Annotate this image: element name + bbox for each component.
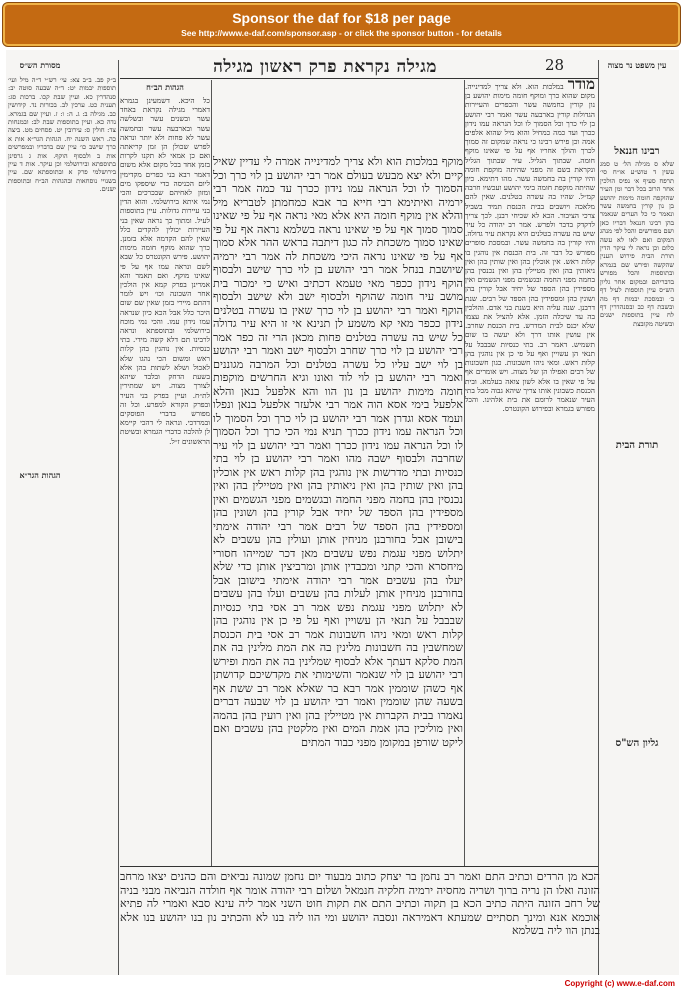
tosafot-column (120, 96, 210, 881)
right-margin-title: עין משפט נר מצוה (607, 60, 667, 70)
divider-tosafot (211, 80, 212, 866)
tosafot-title: הגהות הב״ח (146, 82, 184, 92)
right-margin-text: שלא ס מגילה הל׳ ט סמג עשין ד טוש״ע או״ח סי׳ תרפח סעיף א׳ נפיס הולכין אחר הרוב בכל דבר ומן העיר שהוקפה חומה מימות יהושע בן נון קורין בחמשה עשר ונאמר כי כל הערים שנאמר בהן רבינו חננאל דבריו כאן ושם מפורשים והכל לפי מנהג המקום ואם לאו לא עשה כלום וכן נראה לי עיקר הדין תורת הבית פירוש הענין שהקשה ופירש שם בגמרא ובתוספות והכל מפורש בדבריהם ובמקום אחר גליון הש״ס עיין תוספות לעיל דף ב׳ ובמסכת יבמות דף מה ובשבת דף כב ובסנהדרין דף לח עיין בתוספות ישנים ובשיטה מקובצת (600, 160, 674, 328)
rashi-opening-word: מודר (567, 80, 595, 93)
gilyon-hashas-title: גליון הש"ס (615, 738, 659, 749)
rashi-column (465, 80, 595, 865)
left-margin-text: ב״ק פב. ב״ב צא: עי׳ רש״י ד״ה מיל ועי׳ תוספות יבמות יט: ד״ה שבעה סוטה יב: סנהדרין כא. ועיין שבת קכו. ברכות סג: תענית כט. ערכין לב. בכורות נד. קידושין כב. מגילה ב: ג. ה: ו: ז. ועיין שם בגמרא. נדה כא. ועיין בתוספות שבת לב: ובמנחות צד: חולין ס: עירובין יט. פסחים מט. ביצה כה. ראש השנה יח. הגהות הגר״א אות א כרך שישב כו׳ עיין שם בדבריו ובמפרשים אות ב ולבסוף הוקף. אות ג גרסינן בתוספתא ובירושלמי וכן עיקר. אות ד עיין בירושלמי פרק א ובתוספתא שם. עיין בשנויי נוסחאות ובהגהות הב״ח ובתוספות ישנים. (8, 76, 116, 194)
gemara-bottom-block (120, 870, 600, 970)
page-number: 28 (545, 56, 565, 74)
page-header: מגילה נקראת פרק ראשון מגילה (213, 57, 437, 77)
sponsor-title[interactable]: Sponsor the daf for $18 per page (232, 10, 451, 26)
sponsor-subtitle: See http://www.e-daf.com/sponsor.asp - or click the sponsor button - for details (181, 28, 502, 38)
hagahot-hagra-title: הגהות הגר״א (19, 470, 61, 480)
rabbeinu-chananel-title: רבינו חננאל (614, 146, 660, 157)
gemara-main-column (213, 155, 463, 860)
rashi-text: במלכות הוא. ולא צריך למדינייה. מקום שהוא כרך ומוקף חומה מימות יהושע בן נון קורין בחמשה עשר והכפרים והעיירות הגדולות קורין בארבעה עשר ואמר רבי יהושע בן לוי כרך וכל הסמוך לו וכל הנראה עמו נידון ככרך ועד כמה כמחיל והוא מיל שהוא אלפים אמה וכן פירש רבינו כי נראה שמקום זה סמוך לכרך והולך אחריו אף על פי שאינו מוקף חומה. שבתוך הגליל. עיר שבתוך הגליל ונקראת בשם זה מפני שהיתה מוקפת חומה והיו קורין בה בחמשה עשר. מהו דתימא. כיון שהיתה מוקפת חומה בימי יהושע ועכשיו חרבה קמ״ל. שהיו בה עשרה בטלנים. שאין להם מלאכה ויושבים בבית הכנסת תמיד בשביל צרכי הציבור. הכא לא שכיחי רבנן. לכך צריך לדקדק בדבר ולפרש. אמר רב יהודה כל עיר שיש בה עשרה בטלנים היא נקראת עיר גדולה. והיו קורין בה בחמשה עשר. ובמסכת סופרים מפורש כל דבר זה. בית הכנסת אין נוהגין בו קלות ראש. אין אוכלין בהן ואין שותין בהן ואין ניאותין בהן ואין מטיילין בהן ואין נכנסין בהן בחמה מפני החמה ובגשמים מפני הגשמים ואין מספידין בהן הספד של יחיד אבל קורין בהן ושונין בהן ומספידין בהן הספד של רבים. שנת דרבנן. שנה עליה היא כשנת בני אדם. והולכין בה עד שיכלה הזמן. אלא להציל את עצמו שלא יכנס לבית המדרש. בית הכנסת שחרב. אין עושין אותו דרך ולא יעשה בו שום תשמיש. דאמר רב. בתי כנסיות שבבבל על תנאי הן עשויין ואף על פי כן אין נוהגין בהן קלות ראש. ומאי ניהו חשבונות. כגון חשבונות של רבים ואפילו הן של מצוה. ויש אומרים אף על פי שאין בו אלא לשון צואה בעלמא. ובית הכנסת כשבונין אותו צריך שיהא גבוה מכל בתי העיר שנאמר לרומם את בית אלהינו. והכל מפורש בגמרא ובפירוש הקונטרס. (465, 82, 595, 414)
torat-habayit-title: תורת הבית (615, 440, 659, 451)
sponsor-banner[interactable] (3, 3, 680, 46)
divider-left-margin (118, 60, 119, 975)
right-margin-column (600, 160, 674, 960)
gemara-text: מוקף במלכות הוא ולא צריך למדינייה אמרה לי עדיין שאיל קיים ולא יצא מבעש בעולם אמר רבי יהושע בן לוי כרך וכל הסמוך לו וכל הנראה עמו נידון ככרך עד כמה אמר רבי ירמיה ואיתימא רבי חייא בר אבא כמחמתן לטבריא מיל והלא אין מוקף חומה היא אלא מאי נראה אף על פי שאינו סמוך סמוך אף על פי שאינו נראה בשלמא נראה אף על פי שאינו סמוך משכחת לה כגון דיתבה בראש ההר אלא סמוך אף על פי שאינו נראה היכי משכחת לה אמר רבי ירמיה שיושבת בנחל אמר רבי יהושע בן לוי כרך שישב ולבסוף הוקף נידון ככפר מאי טעמא דכתיב ואיש כי ימכור בית מושב עיר חומה שהוקף ולבסוף ישב ולא שישב ולבסוף הוקף ואמר רבי יהושע בן לוי כרך שאין בו עשרה בטלנים נידון ככפר מאי קא משמע לן תנינא אי זו היא עיר גדולה כל שיש בה עשרה בטלנים פחות מכאן הרי זה כפר אמר רבי יהושע בן לוי כרך שחרב ולבסוף ישב ואמר רבי יהושע בן לוי ישב עליו כל עשרה בטלנים וכל המרבה מגוננים ואמר רבי יהושע בן לוי לוד ואונו וגיא החרשים מוקפות חומה מימות יהושע בן נון הוו והא אלפעל בנאן והלא אלפעל בימי אסא הוה אמר רבי אלעזר אלפעל בנאן ונפלו ועמד אסא וגדרן אמר רבי יהושע בן לוי כרך וכל הסמוך לו וכל הנראה עמו נידון ככרך תניא נמי הכי כרך וכל הסמוך לו וכל הנראה עמו נידון ככרך ואמר רבי יהושע בן לוי עיר שחרבה ולבסוף ישבה מהו ואמר רבי יהושע בן לוי בתי כנסיות ובתי מדרשות אין נוהגין בהן קלות ראש אין אוכלין בהן ואין שותין בהן ואין ניאותין בהן ואין מטיילין בהן ואין נכנסין בהן בחמה מפני החמה ובגשמים מפני הגשמים ואין מספידין בהן הספד של יחיד אבל קורין בהן ושונין בהן ומספידין בהן הספד של רבים אמר רבי יהודה אימתי בישובן אבל בחורבנן מניחין אותן ועולין בהן עשבים לא יתלוש מפני עגמת נפש עשבים מאן דכר שמייהו חסורי מיחסרא והכי קתני ומכבדין אותן ומרביצין אותן כדי שלא יעלו בהן עשבים אמר רבי יהודה אימתי בישובן אבל בחורבנן מניחין אותן לעלות בהן עשבים ועלו בהן עשבים לא יתלוש מפני עגמת נפש אמר רב אסי בתי כנסיות שבבבל על תנאי הן עשויין ואף על פי כן אין נוהגין בהן קלות ראש ומאי ניהו חשבונות אמר רב אסי בית הכנסת שמחשבין בה חשבונות מלינין בה את המת מלינין בה את המת סלקא דעתך אלא לבסוף שמלינין בה את המת ופירש רבי יהושע בן לוי שנאמר והשימותי את מקדשיכם קדושתן אף כשהן שוממין אמר רבא בר שאלא אמר רב ששת אף בשעה שהן שוממין ואמר רבי יהושע בן לוי שבעה דברים נאמרו בבית הקברות אין מטיילין בהן ואין רועין בהן בהמה ואין מוליכין בהן אמת המים ואין מלקטין בהן עשבים ואם ליקט שורפן במקומן מפני כבוד המתים (213, 155, 463, 749)
left-margin-title: מסורת הש״ס (19, 60, 61, 70)
header-rule (120, 78, 598, 79)
gemara-bottom-text: הכא מן הרדים וכתיב התם ואמר רב נחמן בר יצחק כתוב מבעוד יום נחמן שמונה נביאים והם כהנים יצאו מרחב הזונה ואלו הן נריה ברוך ושריה מחסיה ירמיה חלקיה חנמאל ושלום רבי יהודה אומר אף חולדה הנביאה מבני בניה של רחב הזונה היתה כתיב הכא בן תקוה וכתיב התם את תקות חוט השני אמר ליה עינא סבא ואמרי לה פתיא אוכמא אנא ומינך תסתיים שמעתא דאמיראה ונסבה יהושע ומי הוו ליה בנו לא והכתיב נון בנו יהושע בנו אלא בנתן הוו ליה בשלמא (120, 870, 600, 938)
divider-right-margin (598, 60, 599, 975)
tosafot-text: כל היכא. דשמעינן בגמרא דאמרי מגילה נקראת באחד עשר ובשנים עשר ובשלשה עשר ובארבעה עשר ובחמשה עשר לא פחות ולא יותר ונראה לפרש שכולן הן זמן קריאתה ואם כן אמאי לא תקנו לקרות בזמן אחד בכל מקום אלא משום דאמר רבא בני כפרים מקדימין ליום הכניסה כדי שיספקו מים ומזון לאחיהם שבכרכים והכי נמי איתא בירושלמי. והוא הדין בני עיירות גדולות. עיין בתוספות לעיל. ומתוך כך נראה שאין בני העיירות יכולין להקדים כלל שאין להם הקדמה אלא בזמנן. כרך שהוא מוקף חומה מימות יהושע. פירש הקונטרס כל שבא לשם ונראה עמו אף על פי שאינו מוקף. ואם תאמר והא אמרינן בפרק קמא אין הולכין אחר השכונה וכו׳ ויש לומר דהתם מיירי בזמן שאין שם שום היכר כלל אבל הכא כיון שנראה עמו נידון עמו. והכי נמי מוכח בירושלמי ובתוספתא ונראה לרבינו תם דלא קשה מידי. בתי כנסיות. אין נוהגין בהן קלות ראש ומשום הכי נהגו שלא לאכול ושלא לשתות בהן אלא בשעת הדחק ובלבד שיהא לצורך מצוה. ויש שמתירין לת״ח. ועיין בפרק בני העיר ובפרק הקורא למפרע. וכל זה מפורש בדברי הפוסקים ובמרדכי. ונראה לי דהכי קיימא לן להלכה כדברי הגמרא ובשיטת הראשונים ז״ל. (120, 96, 210, 446)
left-margin-column (8, 76, 116, 986)
copyright-text[interactable]: Copyright (c) www.e-daf.com (564, 979, 675, 988)
